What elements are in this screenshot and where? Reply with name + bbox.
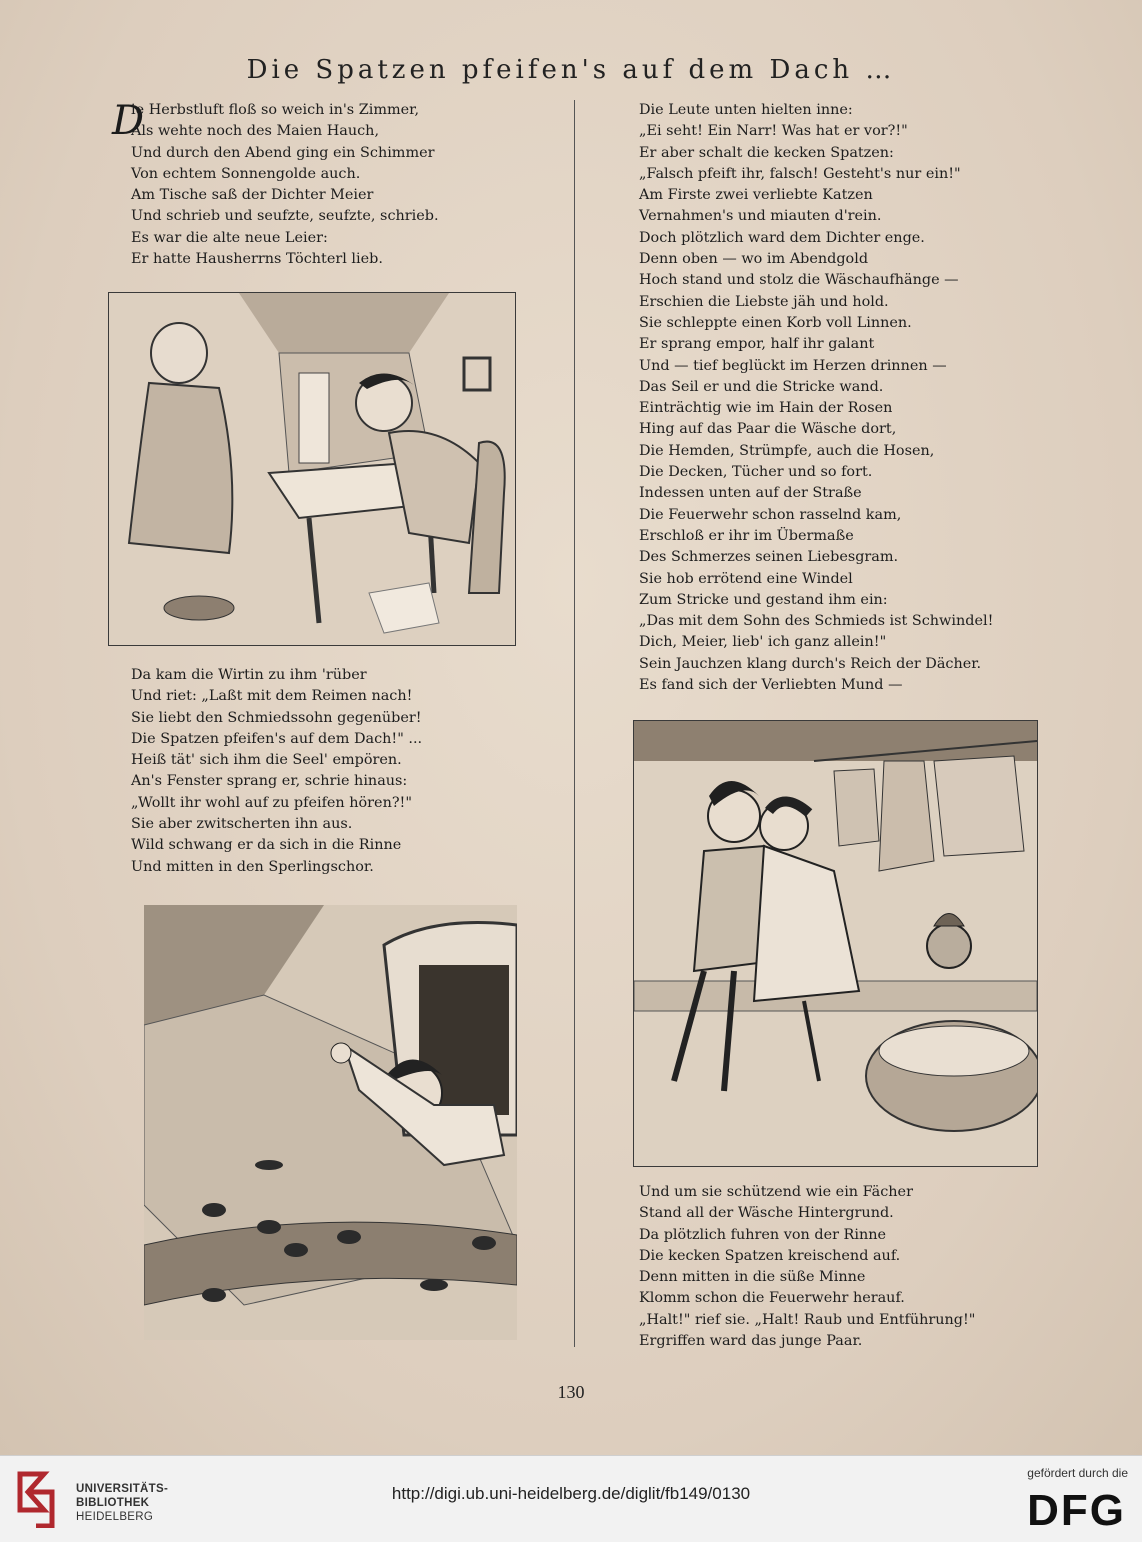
poem-line: Als wehte noch des Maien Hauch, <box>131 123 380 140</box>
poem-line: Er aber schalt die kecken Spatzen: <box>639 144 894 161</box>
poem-line: Ergriffen ward das junge Paar. <box>639 1333 863 1350</box>
left-column-top-stanza <box>131 100 439 270</box>
logo-line-2: BIBLIOTHEK <box>76 1497 150 1509</box>
poem-line: Einträchtig wie im Hain der Rosen <box>639 400 893 417</box>
right-column-bottom-stanza <box>639 1182 975 1352</box>
poem-line: Doch plötzlich ward dem Dichter enge. <box>639 229 925 246</box>
permalink-url[interactable]: http://digi.ub.uni-heidelberg.de/diglit/fb149/0130 <box>391 1484 751 1503</box>
poem-line: Klomm schon die Feuerwehr herauf. <box>639 1290 905 1307</box>
poem-line: Am Tische saß der Dichter Meier <box>131 187 374 204</box>
poem-line: Vernahmen's und miauten d'rein. <box>639 208 882 225</box>
poem-line: Denn oben — wo im Abendgold <box>639 251 869 268</box>
poem-line: Die Leute unten hielten inne: <box>639 102 853 118</box>
poem-line: Hoch stand und stolz die Wäschaufhänge — <box>639 272 959 289</box>
right-column-top-stanza <box>639 100 993 696</box>
poem-line: Am Firste zwei verliebte Katzen <box>639 187 873 204</box>
poem-line: Sein Jauchzen klang durch's Reich der Dächer. <box>639 655 982 672</box>
poem-line: Erschloß er ihr im Übermaße <box>639 527 854 544</box>
poem-line: „Falsch pfeift ihr, falsch! Gesteht's nur ein!" <box>639 165 961 182</box>
poem-line: „Wollt ihr wohl auf zu pfeifen hören?!" <box>131 794 412 811</box>
poem-line: Von echtem Sonnengolde auch. <box>131 165 361 182</box>
poem-line: Die Spatzen pfeifen's auf dem Dach!" ... <box>131 730 423 747</box>
poem-line: Erschien die Liebste jäh und hold. <box>639 293 889 310</box>
illustration-poet-at-desk <box>108 292 516 646</box>
illustration-poet-sparrows <box>144 905 517 1340</box>
poem-line: Dich, Meier, lieb' ich ganz allein!" <box>639 634 887 651</box>
poem-line: An's Fenster sprang er, schrie hinaus: <box>131 773 408 790</box>
poem-line: Er sprang empor, half ihr galant <box>639 336 875 353</box>
poem-line: Die Feuerwehr schon rasselnd kam, <box>639 506 902 523</box>
couple-laundry-drawing <box>634 721 1037 1166</box>
logo-line-3: HEIDELBERG <box>76 1511 154 1523</box>
poem-line: ie Herbstluft floß so weich in's Zimmer, <box>131 102 420 118</box>
poem-line: „Das mit dem Sohn des Schmieds ist Schwindel! <box>639 613 994 630</box>
poem-line: „Ei seht! Ein Narr! Was hat er vor?!" <box>639 123 908 140</box>
illustration-couple-laundry <box>633 720 1038 1167</box>
poem-line: Wild schwang er da sich in die Rinne <box>131 837 402 854</box>
poem-line: Und riet: „Laßt mit dem Reimen nach! <box>131 688 413 705</box>
poem-line: Indessen unten auf der Straße <box>639 485 862 502</box>
drop-cap: D <box>112 98 145 144</box>
poem-line: Und schrieb und seufzte, seufzte, schrieb. <box>131 208 439 225</box>
poem-line: Zum Stricke und gestand ihm ein: <box>639 591 888 608</box>
poem-line: Und mitten in den Sperlingschor. <box>131 858 374 875</box>
page-number: 130 <box>557 1382 585 1402</box>
poem-line: „Halt!" rief sie. „Halt! Raub und Entführung!" <box>639 1311 976 1328</box>
poem-line: Die Hemden, Strümpfe, auch die Hosen, <box>639 442 935 459</box>
poem-line: Es war die alte neue Leier: <box>131 229 328 246</box>
poem-line: Heiß tät' sich ihm die Seel' empören. <box>131 752 402 769</box>
poem-line: Denn mitten in die süße Minne <box>639 1269 866 1286</box>
poem-line: Sie aber zwitscherten ihn aus. <box>131 816 353 833</box>
poem-line: Und durch den Abend ging ein Schimmer <box>131 144 435 161</box>
poem-line: Hing auf das Paar die Wäsche dort, <box>639 421 897 438</box>
column-divider <box>574 100 575 1347</box>
poem-line: Die Decken, Tücher und so fort. <box>639 464 873 481</box>
poem-line: Es fand sich der Verliebten Mund — <box>639 677 903 694</box>
poet-sparrows-drawing <box>144 905 517 1340</box>
poem-line: Das Seil er und die Stricke wand. <box>639 378 884 395</box>
viewer-footer <box>0 1455 1142 1542</box>
poem-line: Die kecken Spatzen kreischend auf. <box>639 1247 901 1264</box>
poem-line: Sie schleppte einen Korb voll Linnen. <box>639 314 912 331</box>
poem-line: Stand all der Wäsche Hintergrund. <box>639 1205 894 1222</box>
poem-line: Er hatte Hausherrns Töchterl lieb. <box>131 251 383 268</box>
poem-line: Sie liebt den Schmiedssohn gegenüber! <box>131 709 422 726</box>
poem-line: Und um sie schützend wie ein Fächer <box>639 1184 913 1200</box>
poem-line: Da kam die Wirtin zu ihm 'rüber <box>131 667 367 683</box>
funded-by-label: gefördert durch die <box>1027 1466 1128 1480</box>
poem-line: Des Schmerzes seinen Liebesgram. <box>639 549 899 566</box>
poem-line: Sie hob errötend eine Windel <box>639 570 853 587</box>
poem-line: Und — tief beglückt im Herzen drinnen — <box>639 357 947 374</box>
dfg-logo[interactable]: DFG <box>1027 1486 1126 1535</box>
poem-line: Da plötzlich fuhren von der Rinne <box>639 1226 887 1243</box>
poet-at-desk-drawing <box>109 293 515 645</box>
left-column-bottom-stanza <box>131 665 422 878</box>
poem-title: Die Spatzen pfeifen's auf dem Dach … <box>246 55 896 85</box>
logo-line-1: UNIVERSITÄTS- <box>76 1483 169 1495</box>
